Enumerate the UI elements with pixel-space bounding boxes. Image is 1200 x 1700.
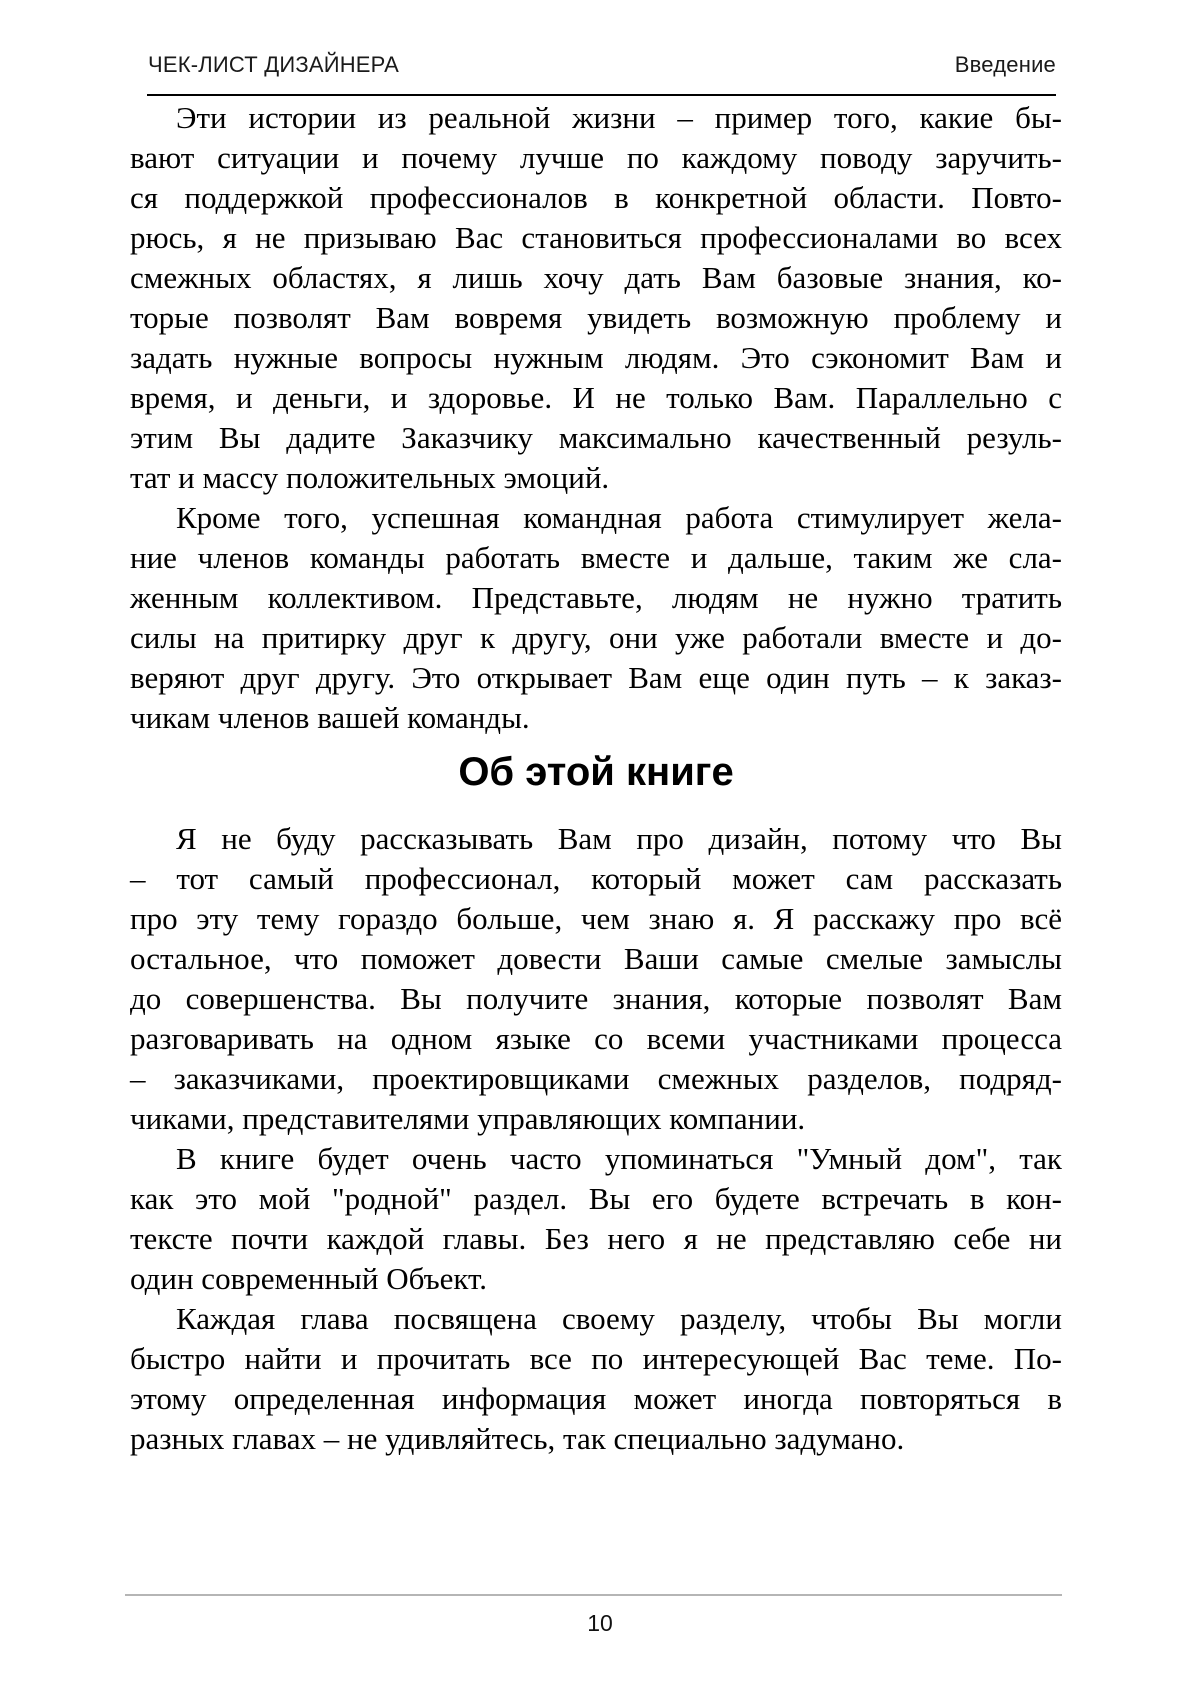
text-line: смежных областях, я лишь хочу дать Вам базовые знания, ко- xyxy=(130,260,1062,295)
text-line: Эти истории из реальной жизни – пример того, какие бы- xyxy=(176,100,1062,135)
text-line: задать нужные вопросы нужным людям. Это сэкономит Вам и xyxy=(130,340,1062,375)
text-line: разных главах – не удивляйтесь, так специально задумано. xyxy=(130,1421,905,1456)
running-header xyxy=(148,52,1056,78)
text-line: быстро найти и прочитать все по интересующей Вас теме. По- xyxy=(130,1341,1062,1376)
text-line: этим Вы дадите Заказчику максимально качественный резуль- xyxy=(130,420,1062,455)
text-line: до совершенства. Вы получите знания, которые позволят Вам xyxy=(130,981,1062,1016)
text-line: ние членов команды работать вместе и дальше, таким же сла- xyxy=(130,540,1062,575)
text-line: остальное, что поможет довести Ваши самые смелые замыслы xyxy=(130,941,1062,976)
text-line: этому определенная информация может иногда повторяться в xyxy=(130,1381,1062,1416)
text-line: торые позволят Вам вовремя увидеть возможную проблему и xyxy=(130,300,1062,335)
paragraph xyxy=(130,498,1062,738)
text-line: веряют друг другу. Это открывает Вам еще один путь – к заказ- xyxy=(130,660,1062,695)
header-rule xyxy=(147,94,1056,96)
footer-rule xyxy=(125,1594,1062,1596)
running-header-book-title: ЧЕК-ЛИСТ ДИЗАЙНЕРА xyxy=(148,52,399,77)
text-line: – заказчиками, проектировщиками смежных разделов, подряд- xyxy=(130,1061,1062,1096)
text-line: В книге будет очень часто упоминаться "Умный дом", так xyxy=(176,1141,1062,1176)
text-line: Каждая глава посвящена своему разделу, чтобы Вы могли xyxy=(176,1301,1062,1336)
text-line: рюсь, я не призываю Вас становиться профессионалами во всех xyxy=(130,220,1062,255)
text-line: Кроме того, успешная командная работа стимулирует жела- xyxy=(176,500,1062,535)
paragraph xyxy=(130,1299,1062,1459)
text-line: разговаривать на одном языке со всеми участниками процесса xyxy=(130,1021,1062,1056)
paragraph xyxy=(130,1139,1062,1299)
paragraph xyxy=(130,98,1062,498)
text-line: силы на притирку друг к другу, они уже работали вместе и до- xyxy=(130,620,1062,655)
text-line: вают ситуации и почему лучше по каждому поводу заручить- xyxy=(130,140,1062,175)
text-line: тексте почти каждой главы. Без него я не представляю себе ни xyxy=(130,1221,1062,1256)
text-line: Я не буду рассказывать Вам про дизайн, потому что Вы xyxy=(176,821,1062,856)
text-line: как это мой "родной" раздел. Вы его будете встречать в кон- xyxy=(130,1181,1062,1216)
text-line: чикам членов вашей команды. xyxy=(130,700,530,735)
text-line: про эту тему гораздо больше, чем знаю я. Я расскажу про всё xyxy=(130,901,1062,936)
text-line: тат и массу положительных эмоций. xyxy=(130,460,610,495)
text-line: – тот самый профессионал, который может сам рассказать xyxy=(130,861,1062,896)
page-body-text xyxy=(130,98,1062,1459)
text-line: чиками, представителями управляющих компании. xyxy=(130,1101,806,1136)
paragraph xyxy=(130,819,1062,1139)
page-number: 10 xyxy=(587,1610,613,1636)
text-line: женным коллективом. Представьте, людям не нужно тратить xyxy=(130,580,1062,615)
running-header-chapter-title: Введение xyxy=(954,52,1056,77)
text-line: время, и деньги, и здоровье. И не только Вам. Параллельно с xyxy=(130,380,1062,415)
text-line: один современный Объект. xyxy=(130,1261,487,1296)
text-line: ся поддержкой профессионалов в конкретной области. Повто- xyxy=(130,180,1062,215)
section-heading: Об этой книге xyxy=(458,750,734,794)
